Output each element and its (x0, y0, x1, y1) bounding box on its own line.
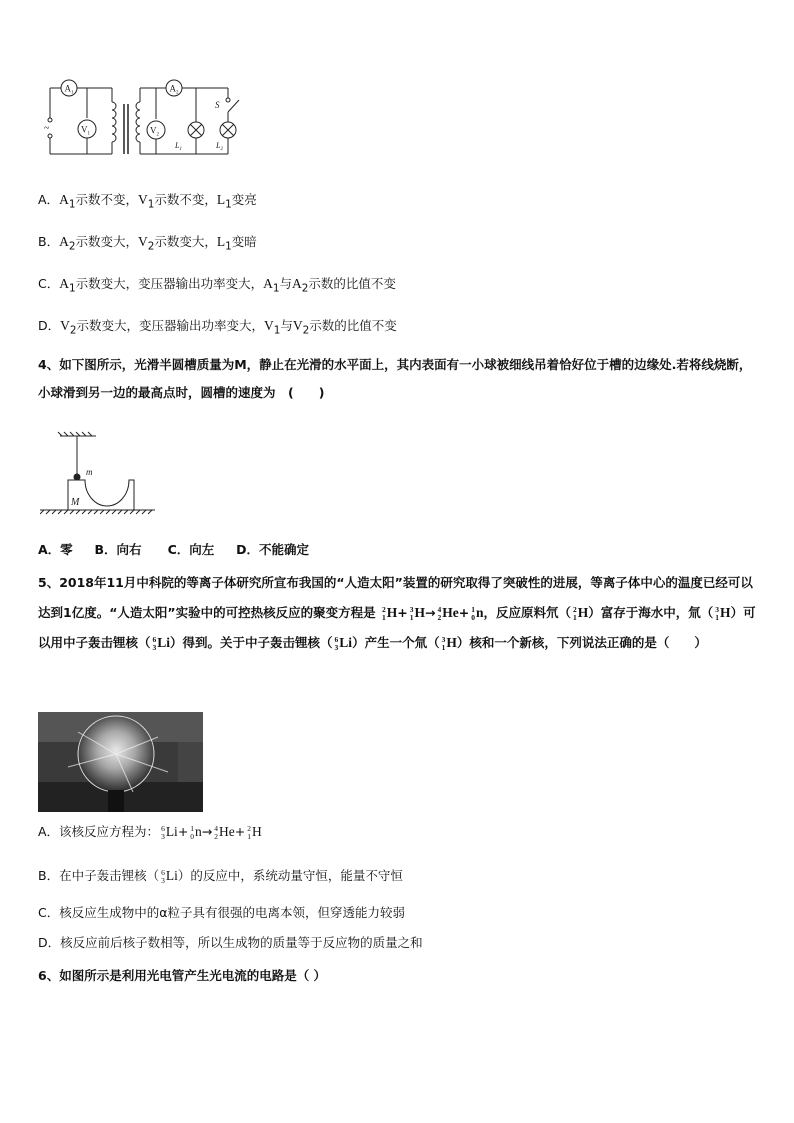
transformer-circuit-figure (40, 78, 255, 163)
voltmeter-v1-label: $V_1$ (81, 124, 90, 137)
q3-option-b: B．$A_2$示数变大，$V_2$示数变大，$L_1$变暗 (38, 234, 257, 253)
voltmeter-v2-label: $V_2$ (150, 125, 159, 138)
q5-option-b: B．在中子轰击锂核（ 6 3 Li）的反应中，系统动量守恒，能量不守恒 (38, 867, 403, 885)
lamp-l2-label: $L_2$ (216, 141, 223, 152)
q3-option-d: D．$V_2$示数变大，变压器输出功率变大，$V_1$与$V_2$示数的比值不变 (38, 318, 397, 337)
q5-option-c: C．核反应生成物中的α粒子具有很强的电离本领，但穿透能力较弱 (38, 905, 405, 920)
q6-question-text: 6、如图所示是利用光电管产生光电流的电路是（ ） (38, 968, 327, 983)
q5-option-d: D．核反应前后核子数相等，所以生成物的质量等于反应物的质量之和 (38, 935, 423, 950)
q5-option-a: A．该核反应方程为： 6 3 Li+ 1 0 n→ 4 2 He+ 2 1 H (38, 823, 262, 841)
ammeter-a2-label: $A_2$ (169, 83, 179, 96)
ammeter-a1-label: $A_1$ (64, 83, 74, 96)
switch-s-label: S (215, 100, 220, 110)
lamp-l1-label: $L_1$ (175, 141, 182, 152)
semicircular-groove-figure (40, 430, 160, 520)
plasma-device-photo (38, 712, 203, 812)
q3-option-a: A．$A_1$示数不变，$V_1$示数不变，$L_1$变亮 (38, 192, 257, 211)
q5-question-text: 5、2018年11月中科院的等离子体研究所宣布我国的“人造太阳”装置的研究取得了突破性的进展，等离子体中心的温度已经可以达到1亿度。“人造太阳”实验中的可控热核反应的聚变方程是 2 1 H+ 3 1 H→ 4 2 He+ 1 0 n，反应原料氘（ 2 1 H）富存于海水中，氚（ 3 1 H）可以用中子轰击锂核（ 6 3 Li）得到。关于中子轰击锂核（ 6 3 Li）产生一个氚（ 3 1 H）核和一个新核，下列说法正确的是（ ） (38, 575, 756, 652)
ball-mass-label: m (86, 467, 93, 477)
groove-mass-label: M (71, 497, 80, 508)
q3-option-c: C．$A_1$示数变大，变压器输出功率变大，$A_1$与$A_2$示数的比值不变 (38, 276, 396, 295)
ac-source-tilde: ~ (44, 123, 50, 134)
q4-options: A．零 B．向右 C．向左 D．不能确定 (38, 542, 309, 557)
q4-question-text: 4、如下图所示，光滑半圆槽质量为M，静止在光滑的水平面上，其内表面有一小球被细线吊着恰好位于槽的边缘处.若将线烧断，小球滑到另一边的最高点时，圆槽的速度为 ( ) (38, 357, 752, 400)
